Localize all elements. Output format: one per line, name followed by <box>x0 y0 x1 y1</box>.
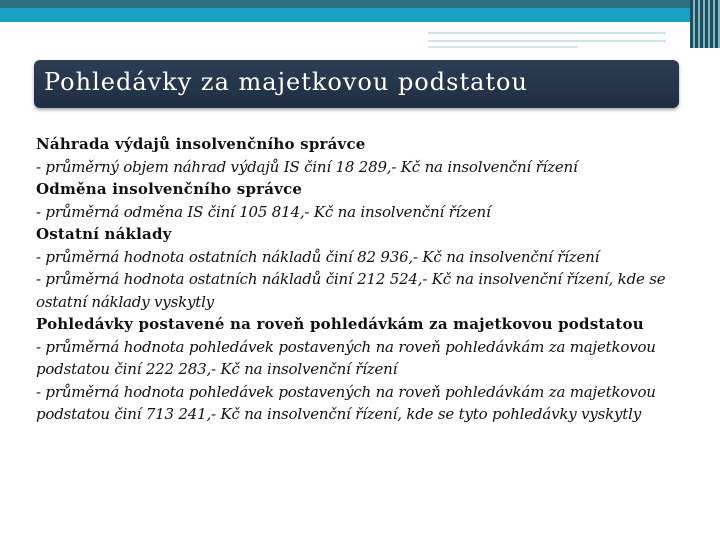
section-heading: Odměna insolvenčního správce <box>36 180 303 198</box>
bullet-text: - průměrná hodnota ostatních nákladů činí 212 524,- Kč na insolvenční řízení, kde se ostatní náklady vyskytly <box>36 270 666 311</box>
header-stripe-dark <box>0 0 690 8</box>
slide-title: Pohledávky za majetkovou podstatou <box>44 68 528 96</box>
section-heading: Pohledávky postavené na roveň pohledávkám za majetkovou podstatou <box>36 315 644 333</box>
decorative-line <box>428 32 666 34</box>
decorative-line <box>428 40 666 42</box>
decorative-header-band <box>0 0 720 22</box>
bullet-text: - průměrná hodnota pohledávek postavených na roveň pohledávkám za majetkovou podstatou činí 713 241,- Kč na insolvenční řízení, kde se tyto pohledávky vyskytly <box>36 382 656 423</box>
section-heading: Ostatní náklady <box>36 225 172 243</box>
header-stripe-pattern <box>690 0 720 48</box>
bullet-text: - průměrná odměna IS činí 105 814,- Kč na insolvenční řízení <box>36 202 491 221</box>
section-heading: Náhrada výdajů insolvenčního správce <box>36 135 366 153</box>
slide-body <box>36 133 686 426</box>
bullet-text: - průměrná hodnota ostatních nákladů činí 82 936,- Kč na insolvenční řízení <box>36 247 600 266</box>
bullet-text: - průměrná hodnota pohledávek postavených na roveň pohledávkám za majetkovou podstatou činí 222 283,- Kč na insolvenční řízení <box>36 337 656 378</box>
bullet-text: - průměrný objem náhrad výdajů IS činí 18 289,- Kč na insolvenční řízení <box>36 157 578 176</box>
slide-title-bar <box>34 60 679 108</box>
header-stripe-teal <box>0 8 690 22</box>
decorative-line <box>428 46 578 48</box>
